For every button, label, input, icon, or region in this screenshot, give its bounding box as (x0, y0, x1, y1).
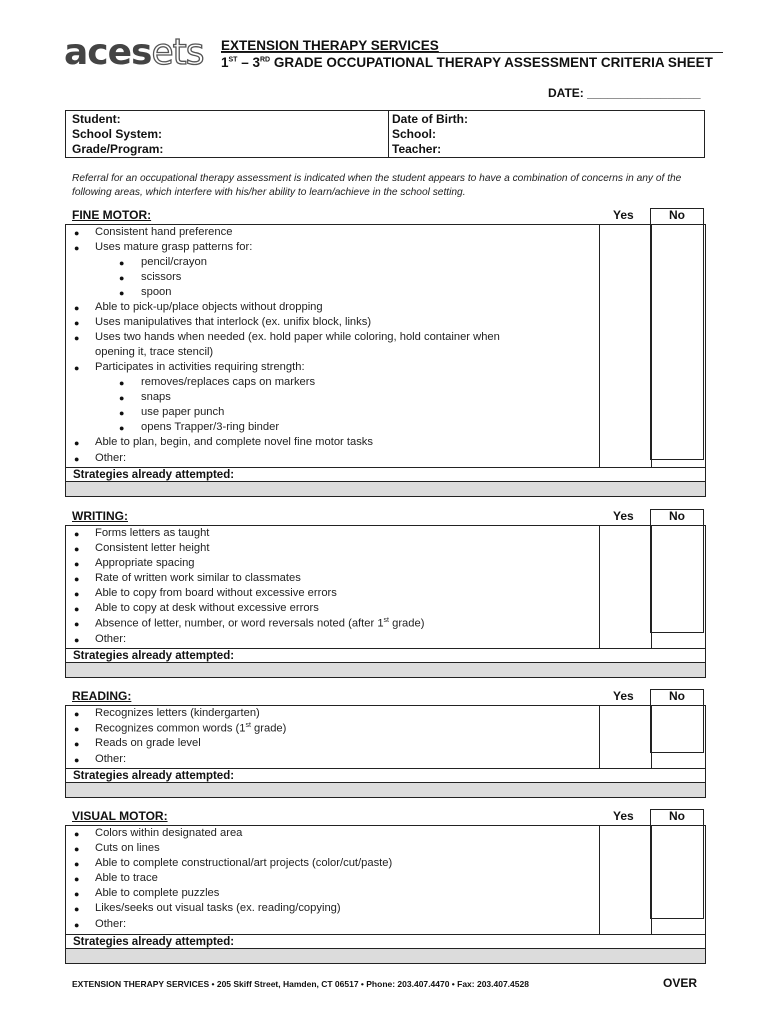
bullet-icon: ● (74, 859, 80, 869)
bullet-icon: ● (74, 604, 80, 614)
bullet-icon: ● (119, 423, 125, 433)
bullet-icon: ● (74, 243, 80, 253)
list-item: Consistent letter height (95, 542, 210, 554)
list-item: Reads on grade level (95, 737, 201, 749)
yes-header: Yes (613, 208, 634, 222)
section-title: READING: (72, 689, 132, 703)
info-divider (388, 111, 389, 157)
list-item: Appropriate spacing (95, 557, 195, 569)
date-field[interactable]: DATE: _________________ (548, 86, 701, 100)
strategies-box[interactable]: Strategies already attempted: (65, 648, 706, 678)
list-item: Able to complete constructional/art projects (color/cut/paste) (95, 857, 393, 869)
bullet-icon: ● (74, 635, 80, 645)
strategies-box[interactable]: Strategies already attempted: (65, 768, 706, 798)
bullet-icon: ● (74, 529, 80, 539)
aces-ets-logo: acesets (64, 32, 204, 73)
section-title: WRITING: (72, 509, 128, 523)
bullet-icon: ● (74, 829, 80, 839)
list-item: Colors within designated area (95, 827, 243, 839)
strategies-box[interactable]: Strategies already attempted: (65, 467, 706, 497)
bullet-icon: ● (74, 559, 80, 569)
bullet-icon: ● (74, 874, 80, 884)
list-item: snaps (141, 391, 171, 403)
bullet-icon: ● (74, 920, 80, 930)
reading-section (65, 689, 706, 799)
list-item: spoon (141, 286, 172, 298)
list-item: Able to pick-up/place objects without dropping (95, 301, 323, 313)
school-field[interactable]: School: (392, 127, 436, 141)
visual-motor-section (65, 809, 706, 965)
bullet-icon: ● (74, 228, 80, 238)
list-item: Absence of letter, number, or word reversals noted (after 1st grade) (95, 617, 425, 630)
yes-header: Yes (613, 809, 634, 823)
list-item: Uses two hands when needed (ex. hold paper while coloring, hold container when (95, 331, 500, 343)
referral-note: Referral for an occupational therapy assessment is indicated when the student appears to have a combination of concerns in any of the following areas, which interfere with his/her ability to learn/achieve in the school setting. (72, 173, 682, 198)
no-column[interactable]: No (650, 208, 704, 460)
bullet-icon: ● (119, 273, 125, 283)
writing-section (65, 509, 706, 679)
bullet-icon: ● (74, 589, 80, 599)
list-item: Recognizes letters (kindergarten) (95, 707, 260, 719)
bullet-icon: ● (74, 904, 80, 914)
bullet-icon: ● (74, 619, 80, 629)
teacher-field[interactable]: Teacher: (392, 142, 442, 156)
bullet-icon: ● (74, 755, 80, 765)
bullet-icon: ● (74, 724, 80, 734)
bullet-icon: ● (74, 739, 80, 749)
list-item: Able to complete puzzles (95, 887, 220, 899)
bullet-icon: ● (74, 544, 80, 554)
list-item: removes/replaces caps on markers (141, 376, 316, 388)
list-item: Cuts on lines (95, 842, 160, 854)
list-item: Able to copy from board without excessive errors (95, 587, 337, 599)
strategies-box[interactable]: Strategies already attempted: (65, 934, 706, 964)
no-column[interactable]: No (650, 509, 704, 633)
list-item: use paper punch (141, 406, 225, 418)
header-rule (221, 52, 723, 53)
yes-header: Yes (613, 689, 634, 703)
list-item: opens Trapper/3-ring binder (141, 421, 280, 433)
list-item: Able to copy at desk without excessive errors (95, 602, 319, 614)
list-item: Other: (95, 633, 127, 645)
list-item: Consistent hand preference (95, 226, 233, 238)
bullet-icon: ● (74, 303, 80, 313)
grade-program-field[interactable]: Grade/Program: (72, 142, 164, 156)
section-title: FINE MOTOR: (72, 208, 152, 222)
no-column[interactable]: No (650, 809, 704, 919)
checklist-grid (65, 825, 706, 935)
bullet-icon: ● (74, 889, 80, 899)
list-item: scissors (141, 271, 182, 283)
over-label: OVER (663, 976, 698, 990)
list-item: Rate of written work similar to classmates (95, 572, 301, 584)
bullet-icon: ● (74, 438, 80, 448)
list-item: opening it, trace stencil) (95, 346, 214, 358)
bullet-icon: ● (74, 363, 80, 373)
student-info-table (65, 110, 705, 158)
header-subtitle: 1ST – 3RD GRADE OCCUPATIONAL THERAPY ASSESSMENT CRITERIA SHEET (221, 55, 713, 70)
footer-contact: EXTENSION THERAPY SERVICES • 205 Skiff Street, Hamden, CT 06517 • Phone: 203.407.4470 • Fax: 203.407.4528 (72, 979, 529, 989)
bullet-icon: ● (119, 393, 125, 403)
list-item: pencil/crayon (141, 256, 207, 268)
yes-header: Yes (613, 509, 634, 523)
list-item: Other: (95, 918, 127, 930)
bullet-icon: ● (119, 378, 125, 388)
fine-motor-section (65, 208, 706, 498)
school-system-field[interactable]: School System: (72, 127, 163, 141)
bullet-icon: ● (74, 318, 80, 328)
no-column[interactable]: No (650, 689, 704, 753)
bullet-icon: ● (74, 844, 80, 854)
list-item: Forms letters as taught (95, 527, 210, 539)
list-item: Likes/seeks out visual tasks (ex. reading/copying) (95, 902, 341, 914)
bullet-icon: ● (74, 574, 80, 584)
list-item: Other: (95, 753, 127, 765)
list-item: Recognizes common words (1st grade) (95, 722, 287, 735)
bullet-icon: ● (74, 709, 80, 719)
dob-field[interactable]: Date of Birth: (392, 112, 468, 126)
list-item: Participates in activities requiring strength: (95, 361, 305, 373)
list-item: Able to trace (95, 872, 158, 884)
bullet-icon: ● (119, 408, 125, 418)
list-item: Uses manipulatives that interlock (ex. unifix block, links) (95, 316, 372, 328)
bullet-icon: ● (74, 333, 80, 343)
header-title: EXTENSION THERAPY SERVICES (221, 38, 439, 53)
section-title: VISUAL MOTOR: (72, 809, 168, 823)
bullet-icon: ● (119, 258, 125, 268)
list-item: Able to plan, begin, and complete novel fine motor tasks (95, 436, 373, 448)
student-field[interactable]: Student: (72, 112, 121, 126)
list-item: Other: (95, 452, 127, 464)
bullet-icon: ● (119, 288, 125, 298)
bullet-icon: ● (74, 454, 80, 464)
list-item: Uses mature grasp patterns for: (95, 241, 253, 253)
